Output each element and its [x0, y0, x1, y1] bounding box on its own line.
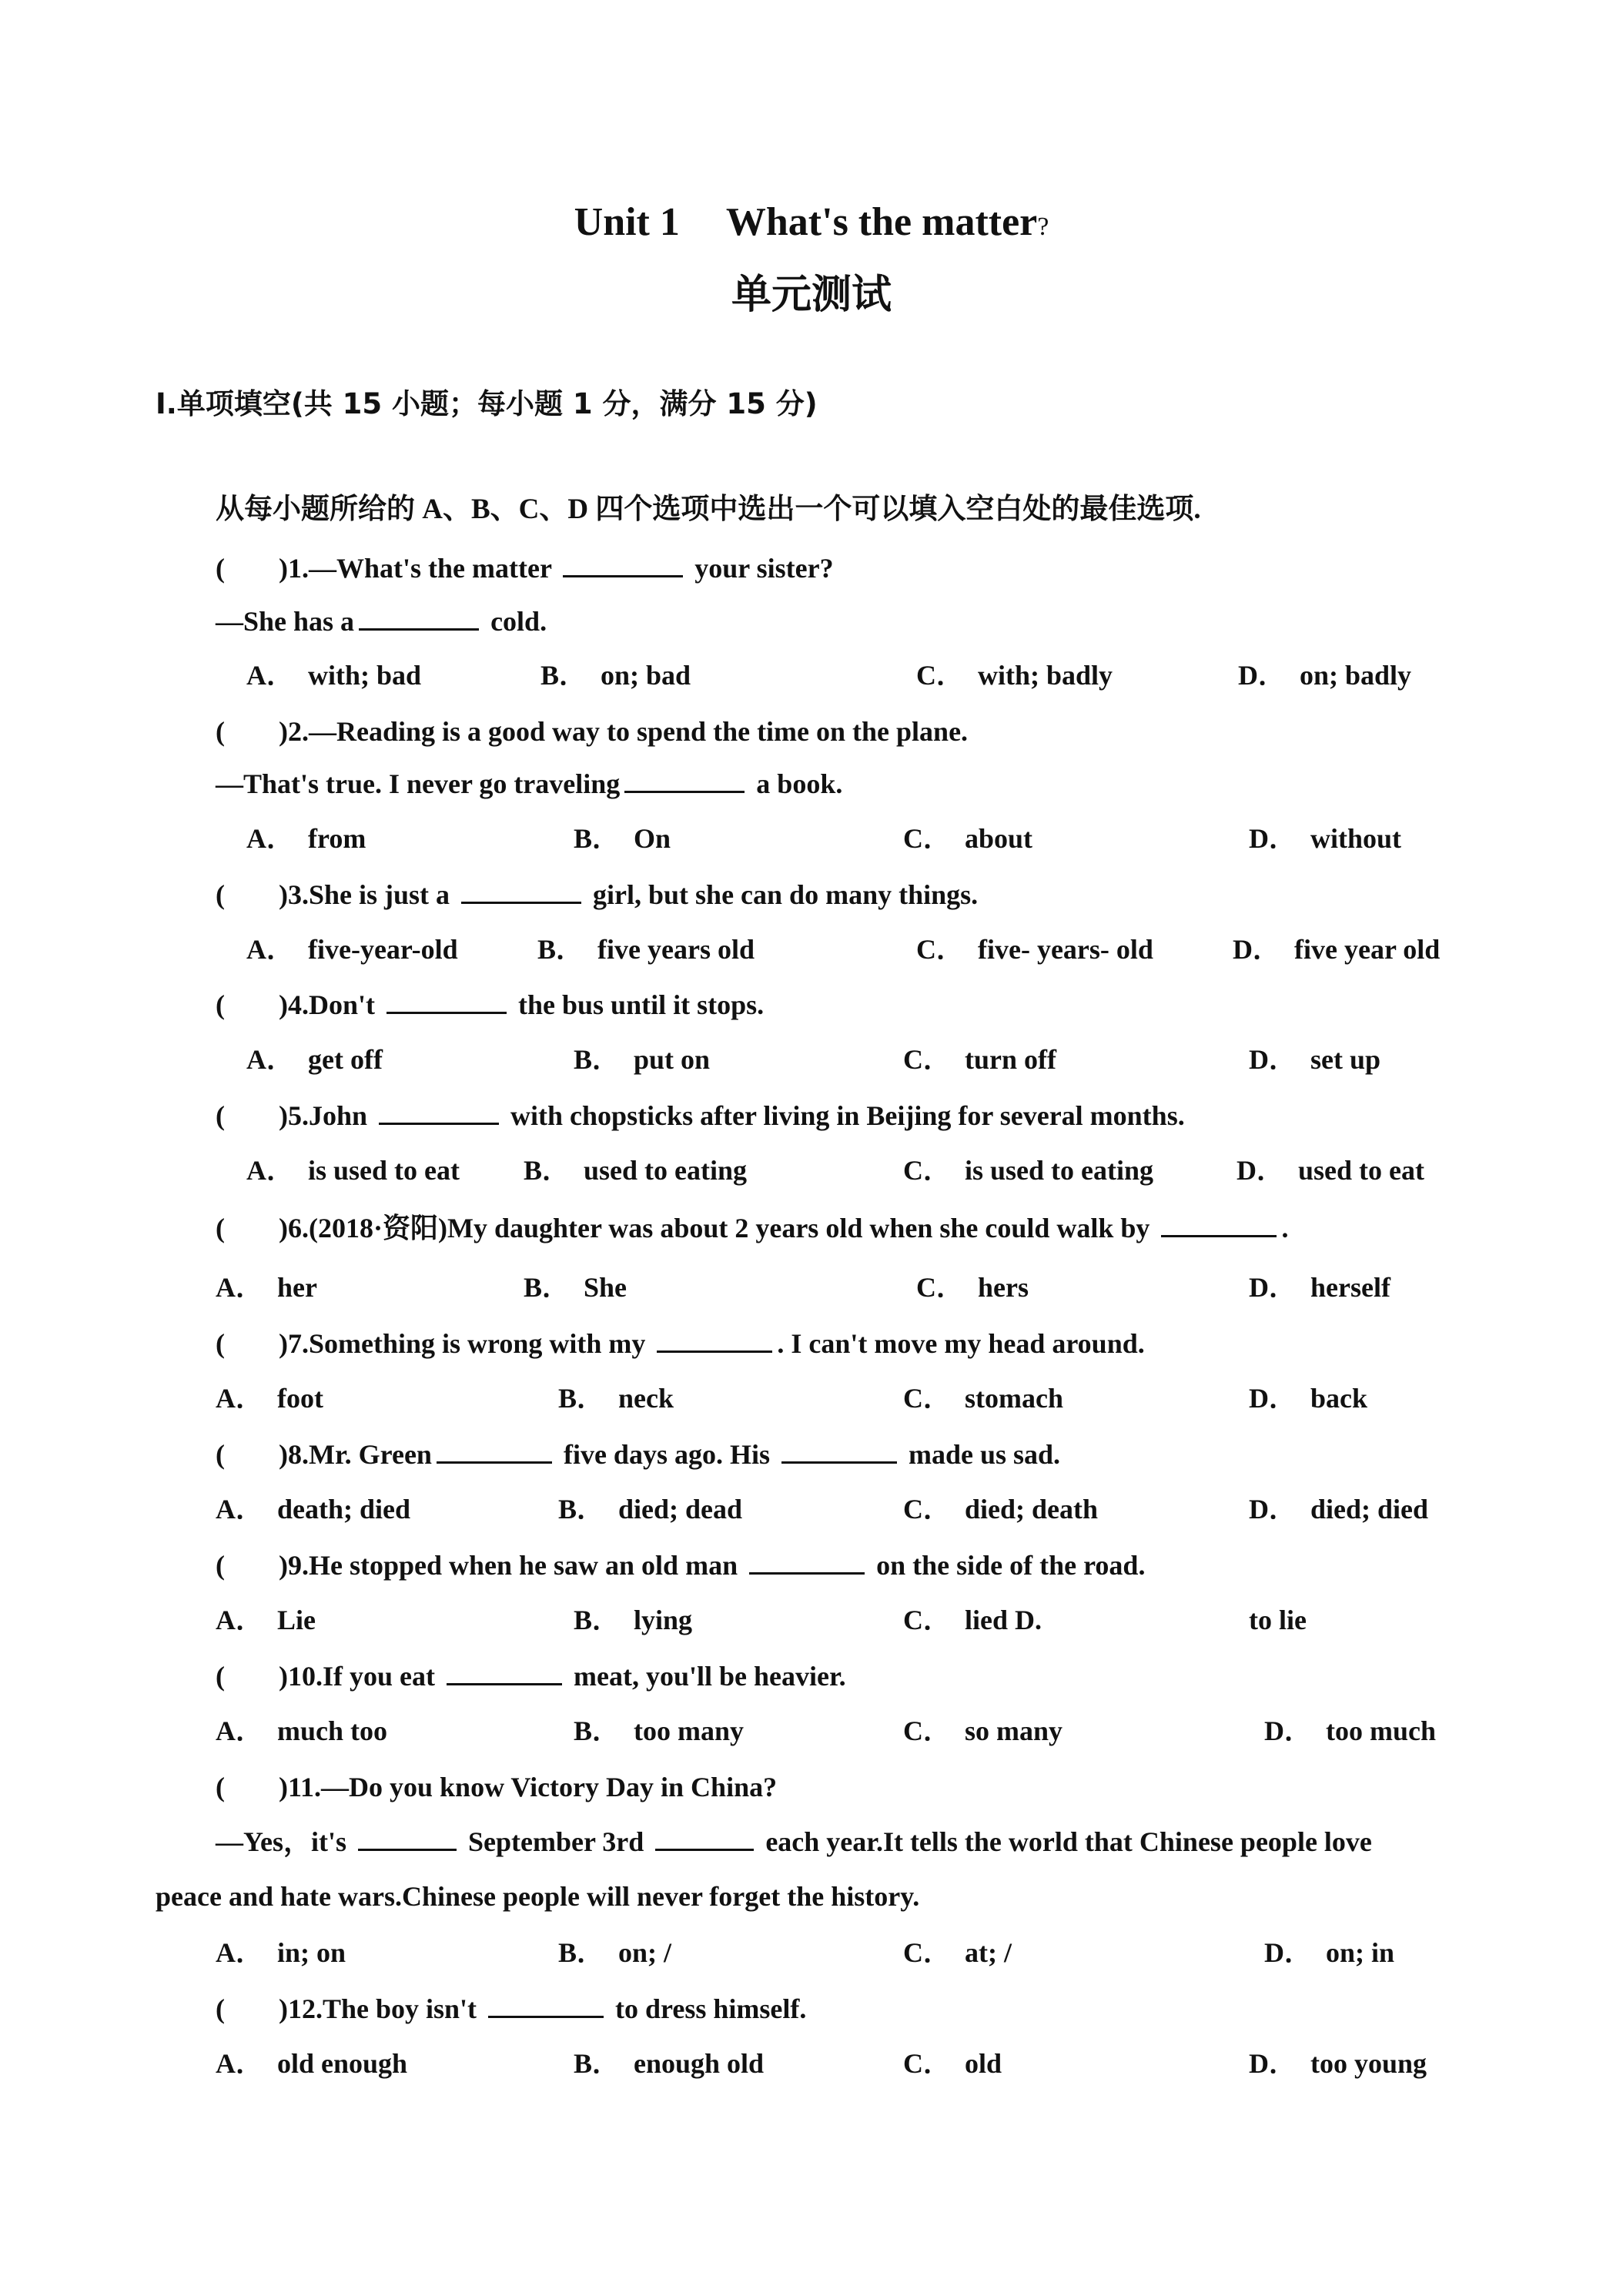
option-b: B． She [524, 1272, 627, 1303]
question-3: ( )3.She is just a girl, but she can do many things. [216, 875, 978, 914]
question-11: ( )11.—Do you know Victory Day in China? [216, 1772, 778, 1802]
option-c: C． so many [903, 1715, 1063, 1746]
option-b: B． died; dead [558, 1494, 743, 1525]
answer-blank [781, 1435, 897, 1464]
option-c: C． died; death [903, 1494, 1099, 1525]
option-a: A． foot [216, 1383, 323, 1414]
option-d: D． back [1249, 1383, 1368, 1414]
option-b: B． on; bad [540, 660, 691, 691]
option-c: C． stomach [903, 1383, 1063, 1414]
option-b: B． On [574, 823, 671, 854]
question-4: ( )4.Don't the bus until it stops. [216, 986, 764, 1024]
option-c: C． is used to eating [903, 1155, 1154, 1186]
option-a: A． five-year-old [246, 934, 458, 965]
question-11-continuation: peace and hate wars.Chinese people will never forget the history. [156, 1881, 920, 1912]
option-b: B． on; / [558, 1937, 672, 1968]
option-a: A． is used to eat [246, 1155, 460, 1186]
option-a: A． from [246, 823, 366, 854]
question-12: ( )12.The boy isn't to dress himself. [216, 1990, 806, 2028]
option-d: D． died; died [1249, 1494, 1429, 1525]
option-b: B． enough old [574, 2048, 765, 2079]
question-7: ( )7.Something is wrong with my . I can't move my head around. [216, 1324, 1145, 1363]
option-c: C． about [903, 823, 1033, 854]
option-c: C． with; badly [916, 660, 1113, 691]
answer-blank [488, 1990, 604, 2018]
option-c: C． turn off [903, 1044, 1056, 1075]
question-1: ( )1.—What's the matter your sister? [216, 549, 834, 587]
answer-blank [437, 1435, 552, 1464]
page-subtitle: 单元测试 [731, 272, 892, 318]
option-a: A． much too [216, 1715, 387, 1746]
answer-blank [379, 1096, 499, 1125]
question-1-reply: —She has a cold. [216, 602, 547, 641]
option-d: D． five year old [1233, 934, 1441, 965]
question-6: ( )6.(2018·资阳)My daughter was about 2 years old when she could walk by . [216, 1209, 1288, 1247]
question-10: ( )10.If you eat meat, you'll be heavier. [216, 1657, 846, 1695]
option-d: D． without [1249, 823, 1402, 854]
option-d: to lie [1249, 1605, 1307, 1635]
answer-blank [655, 1822, 754, 1851]
answer-blank [624, 765, 745, 793]
option-d: D． herself [1249, 1272, 1390, 1303]
instruction: 从每小题所给的 A、B、C、D 四个选项中选出一个可以填入空白处的最佳选项. [216, 494, 1201, 525]
option-b: B． too many [574, 1715, 745, 1746]
option-c: C． old [903, 2048, 1002, 2079]
option-a: A． old enough [216, 2048, 408, 2079]
answer-blank [657, 1324, 772, 1353]
option-b: B． neck [558, 1383, 674, 1414]
answer-blank [387, 986, 507, 1014]
question-9: ( )9.He stopped when he saw an old man on the side of the road. [216, 1546, 1145, 1585]
option-d: D． too much [1264, 1715, 1436, 1746]
question-8: ( )8.Mr. Green five days ago. His made us sad. [216, 1435, 1060, 1474]
answer-blank [359, 602, 479, 631]
option-a: A． her [216, 1272, 317, 1303]
option-d: D． set up [1249, 1044, 1381, 1075]
option-d: D． on; badly [1238, 660, 1412, 691]
answer-blank [563, 549, 683, 577]
answer-blank [461, 875, 581, 904]
option-a: A． in; on [216, 1937, 346, 1968]
question-2: ( )2.—Reading is a good way to spend the time on the plane. [216, 716, 969, 747]
question-5: ( )5.John with chopsticks after living in Beijing for several months. [216, 1096, 1185, 1135]
option-b: B． five years old [537, 934, 755, 965]
answer-blank [447, 1657, 562, 1685]
option-c: C． at; / [903, 1937, 1012, 1968]
answer-blank [1161, 1209, 1277, 1237]
answer-blank [358, 1822, 457, 1851]
option-c: C． hers [916, 1272, 1029, 1303]
option-c: C． five- years- old [916, 934, 1153, 965]
option-a: A． death; died [216, 1494, 411, 1525]
page-title: Unit 1 What's the matter? [574, 200, 1049, 244]
section-heading: I.单项填空(共 15 小题；每小题 1 分，满分 15 分) [156, 387, 818, 420]
question-11-reply: —Yes，it's September 3rd each year.It tells the world that Chinese people love [216, 1822, 1372, 1861]
option-a: A． Lie [216, 1605, 316, 1635]
option-d: D． too young [1249, 2048, 1427, 2079]
answer-blank [749, 1546, 865, 1575]
option-d: D． on; in [1264, 1937, 1395, 1968]
option-a: A． get off [246, 1044, 383, 1075]
option-a: A． with; bad [246, 660, 422, 691]
option-b: B． lying [574, 1605, 693, 1635]
option-d: D． used to eat [1236, 1155, 1424, 1186]
option-b: B． put on [574, 1044, 711, 1075]
option-c: C． lied D. [903, 1605, 1042, 1635]
option-b: B． used to eating [524, 1155, 748, 1186]
question-2-reply: —That's true. I never go traveling a book. [216, 765, 842, 803]
